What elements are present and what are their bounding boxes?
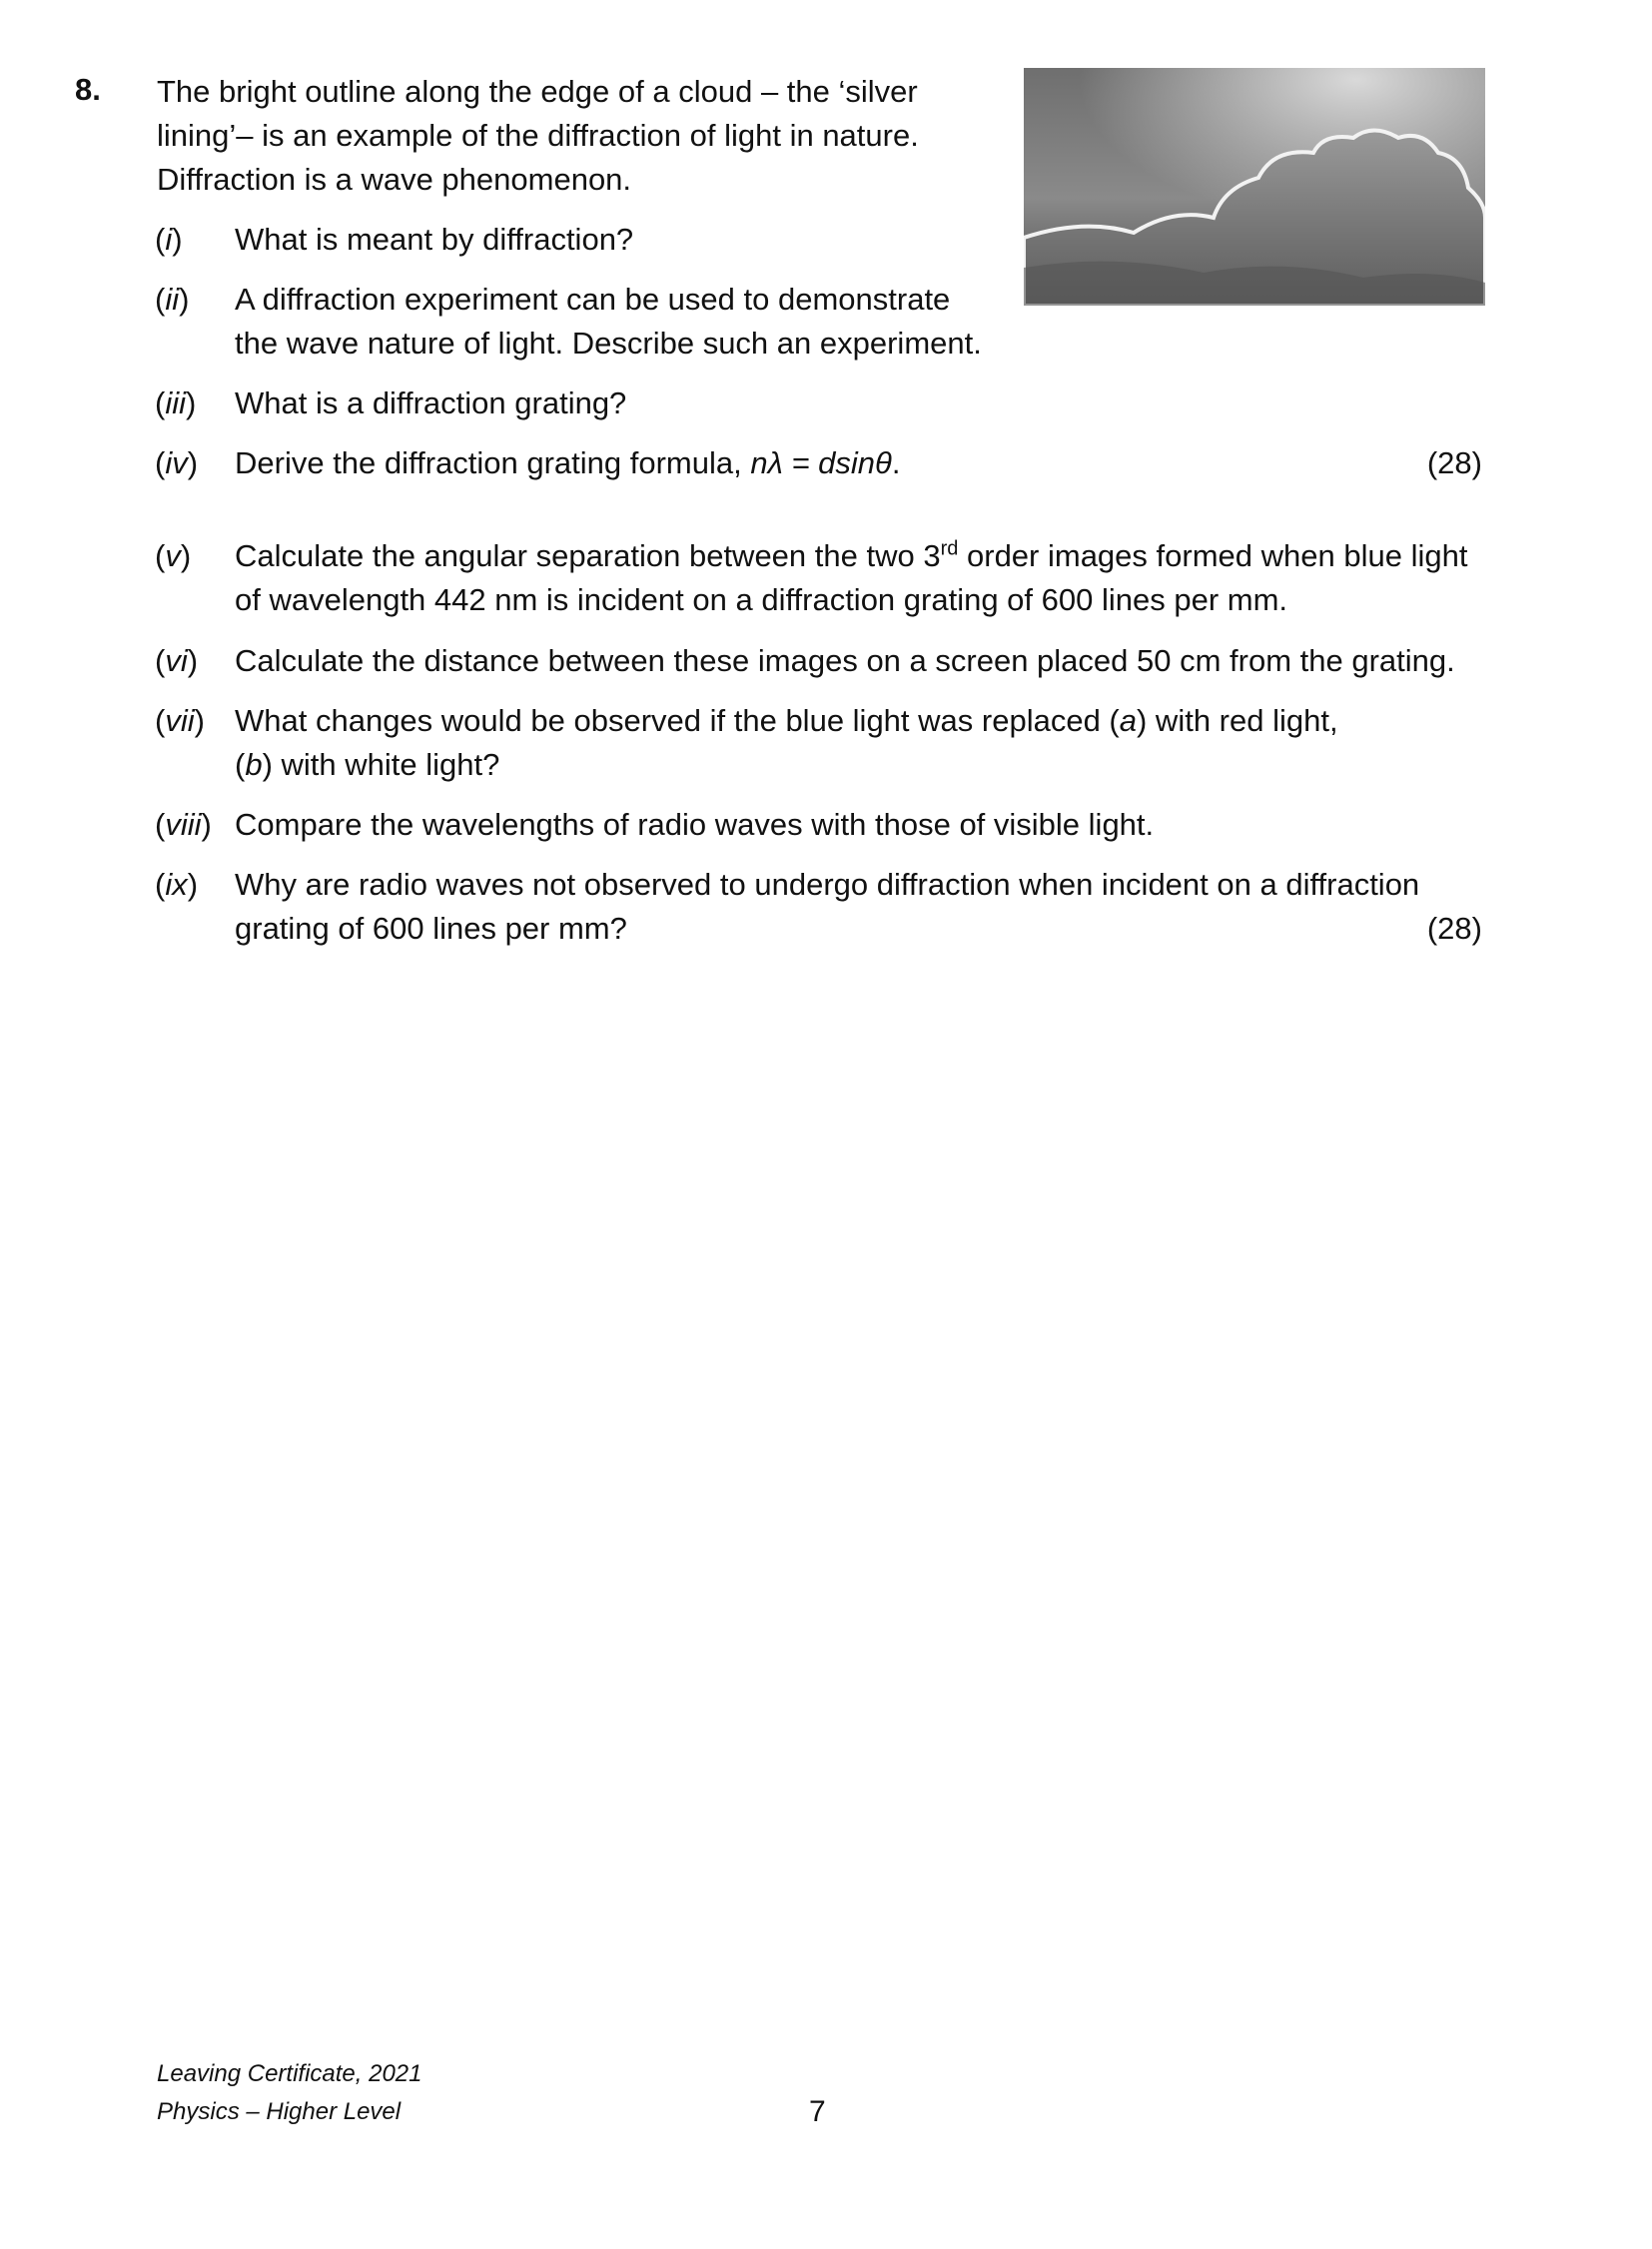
- part-label: (ix): [155, 867, 199, 902]
- part-text: Derive the diffraction grating formula, nλ = dsinθ.: [235, 445, 901, 480]
- part-text: A diffraction experiment can be used to demonstrate the wave nature of light. Describe such an experiment.: [235, 282, 982, 361]
- cloud-silver-lining-photo: [1024, 68, 1485, 306]
- question-intro: [157, 70, 1036, 202]
- intro-line: Diffraction is a wave phenomenon.: [157, 162, 632, 197]
- part-label: (i): [155, 222, 183, 257]
- part-label: (vi): [155, 643, 199, 678]
- part-text: Calculate the angular separation between the two 3rd order images formed when blue light of wavelength 442 nm is incident on a diffraction grating of 600 lines per mm.: [235, 537, 1468, 617]
- intro-line: lining’– is an example of the diffraction of light in nature.: [157, 118, 919, 153]
- part-text: Compare the wavelengths of radio waves with those of visible light.: [235, 807, 1155, 842]
- footer-subject: Physics – Higher Level: [157, 2098, 402, 2125]
- page-number: 7: [809, 2095, 826, 2128]
- marks-label: (28): [1426, 911, 1482, 946]
- part-text: Calculate the distance between these images on a screen placed 50 cm from the grating.: [235, 643, 1455, 678]
- grating-formula: nλ = dsinθ: [750, 445, 892, 480]
- marks-label: (28): [1426, 445, 1482, 480]
- question-number: 8.: [75, 72, 101, 107]
- part-text: What is a diffraction grating?: [235, 385, 627, 420]
- part-label: (v): [155, 538, 192, 573]
- footer: [157, 2055, 422, 2131]
- footer-exam: Leaving Certificate, 2021: [157, 2060, 422, 2087]
- part-text: What is meant by diffraction?: [235, 222, 634, 257]
- part-label: (ii): [155, 282, 190, 317]
- part-text: What changes would be observed if the blue light was replaced (a) with red light, (b) with white light?: [235, 703, 1338, 782]
- part-label: (viii): [155, 807, 212, 842]
- intro-line: The bright outline along the edge of a cloud – the ‘silver: [157, 74, 918, 109]
- part-label: (vii): [155, 703, 205, 738]
- part-label: (iii): [155, 385, 197, 420]
- part-label: (iv): [155, 445, 199, 480]
- part-text: Why are radio waves not observed to undergo diffraction when incident on a diffraction grating of 600 lines per mm?: [235, 867, 1420, 946]
